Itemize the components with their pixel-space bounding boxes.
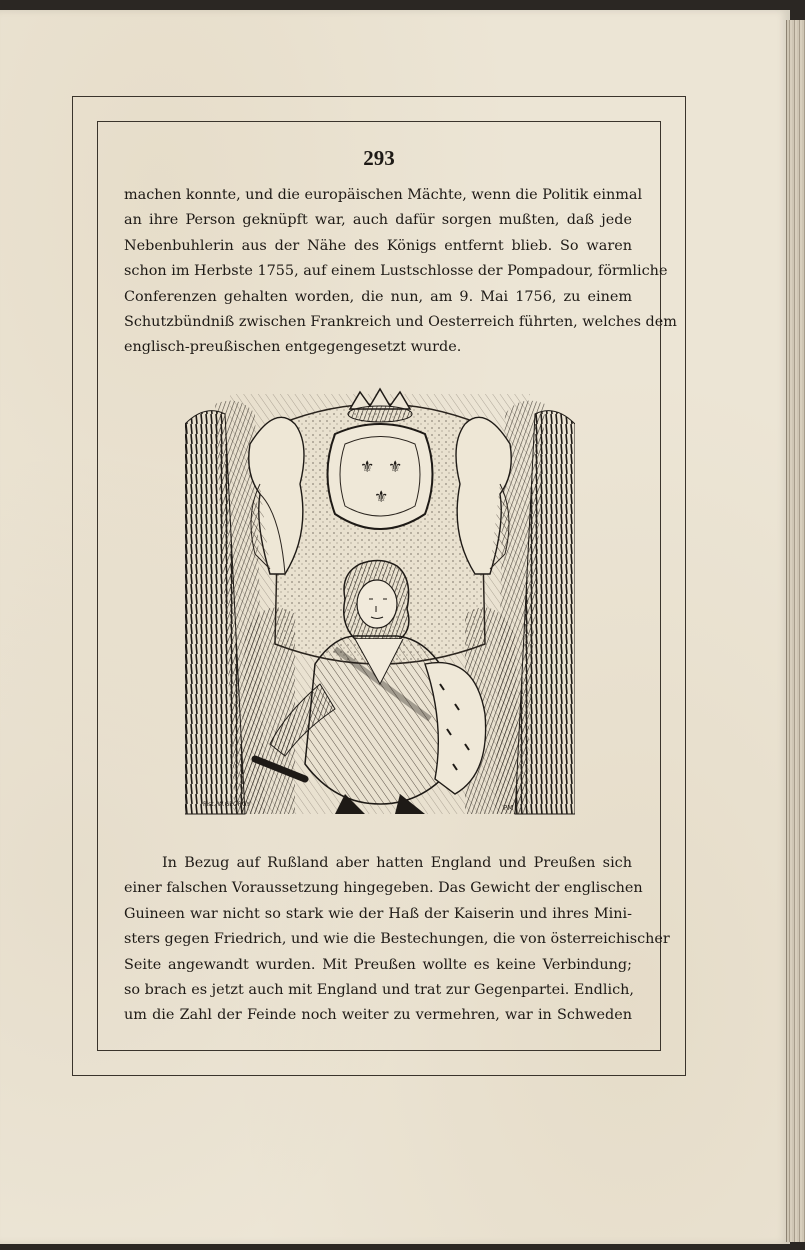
page-number: 293 bbox=[363, 146, 395, 170]
engraving-king-throne-image bbox=[185, 384, 575, 822]
text-line: einer falschen Voraussetzung hingegeben. Das Gewicht der englischen bbox=[124, 880, 643, 897]
text-line: Schutzbündniß zwischen Frankreich und Oesterreich führten, welches dem bbox=[124, 314, 677, 331]
top-paragraph bbox=[124, 183, 677, 361]
engraver-signature-left: Pist. W.GEORGY bbox=[203, 801, 250, 808]
page-stack-edge bbox=[786, 20, 805, 1242]
text-line: Guineen war nicht so stark wie der Haß der Kaiserin und ihres Mini- bbox=[124, 905, 632, 922]
text-line: Seite angewandt wurden. Mit Preußen wollte es keine Verbindung; bbox=[124, 956, 632, 973]
bottom-paragraph bbox=[124, 851, 670, 1029]
svg-text:⚜: ⚜ bbox=[374, 487, 389, 506]
svg-text:⚜: ⚜ bbox=[388, 457, 403, 476]
svg-text:⚜: ⚜ bbox=[360, 457, 375, 476]
text-line: so brach es jetzt auch mit England und trat zur Gegenpartei. Endlich, bbox=[124, 982, 634, 999]
text-line: englisch-preußischen entgegengesetzt wurde. bbox=[124, 339, 462, 356]
engraving-illustration bbox=[185, 384, 575, 822]
text-line: schon im Herbste 1755, auf einem Lustschlosse der Pompadour, förmliche bbox=[124, 263, 668, 280]
text-line: Nebenbuhlerin aus der Nähe des Königs entfernt blieb. So waren bbox=[124, 237, 632, 254]
text-line: sters gegen Friedrich, und wie die Bestechungen, die von österreichischer bbox=[124, 931, 670, 948]
text-line: Conferenzen gehalten worden, die nun, am 9. Mai 1756, zu einem bbox=[124, 288, 632, 305]
text-line: In Bezug auf Rußland aber hatten England und Preußen sich bbox=[162, 855, 632, 871]
text-line: an ihre Person geknüpft war, auch dafür sorgen mußten, daß jede bbox=[124, 212, 632, 229]
text-line: um die Zahl der Feinde noch weiter zu vermehren, war in Schweden bbox=[124, 1007, 632, 1024]
text-line: machen konnte, und die europäischen Mächte, wenn die Politik einmal bbox=[124, 187, 643, 203]
engraver-signature-right: PM bbox=[503, 804, 514, 812]
